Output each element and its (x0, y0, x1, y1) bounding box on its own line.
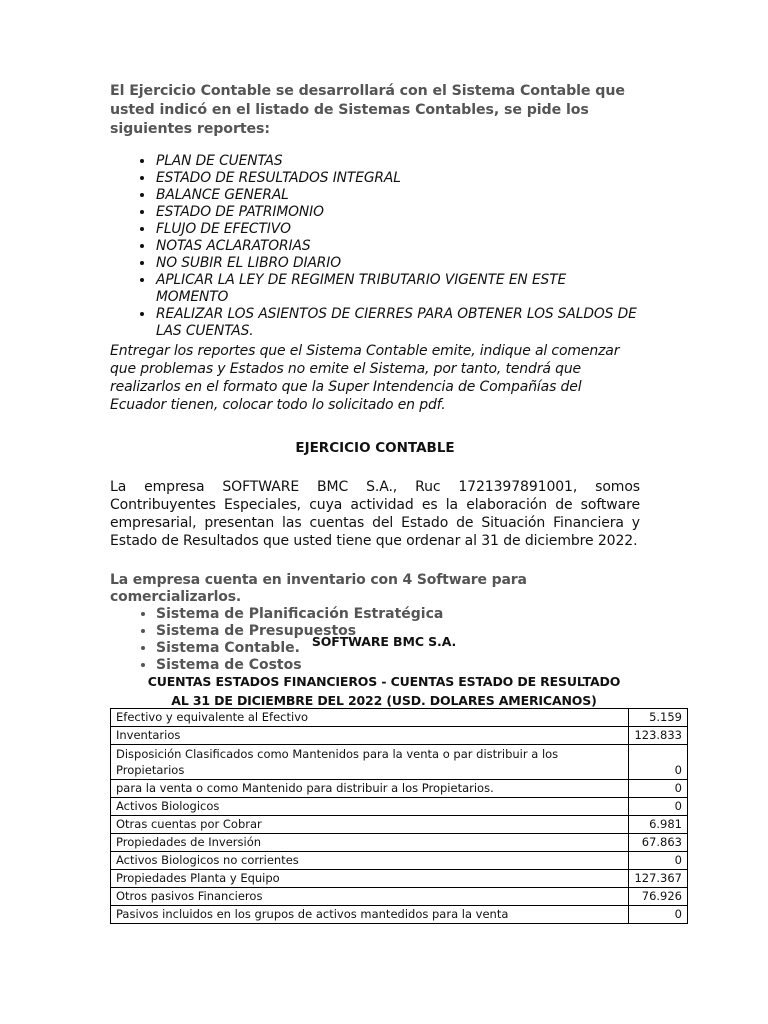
product-item: • Sistema Contable. (156, 640, 640, 657)
table-row (111, 780, 688, 798)
table-row (111, 870, 688, 888)
account-name: Activos Biologicos no corrientes (111, 852, 629, 870)
account-name: Otras cuentas por Cobrar (111, 816, 629, 834)
table-row (111, 888, 688, 906)
account-value: 76.926 (629, 888, 688, 906)
account-value: 5.159 (629, 709, 688, 727)
report-item: • BALANCE GENERAL (155, 187, 640, 204)
table-row (111, 709, 688, 727)
table-row (111, 745, 688, 780)
table-row (111, 852, 688, 870)
statement-title (0, 672, 768, 710)
account-name: Otros pasivos Financieros (111, 888, 629, 906)
account-name: Pasivos incluidos en los grupos de activos mantedidos para la venta (111, 906, 629, 924)
account-value: 67.863 (629, 834, 688, 852)
report-item: • FLUJO DE EFECTIVO (155, 221, 640, 238)
account-value: 6.981 (629, 816, 688, 834)
table-row (111, 906, 688, 924)
account-value: 127.367 (629, 870, 688, 888)
account-name: para la venta o como Mantenido para distribuir a los Propietarios. (111, 780, 629, 798)
account-value: 0 (629, 852, 688, 870)
account-value: 123.833 (629, 727, 688, 745)
intro-paragraph: El Ejercicio Contable se desarrollará con el Sistema Contable que usted indicó en el listado de Sistemas Contables, se pide los siguientes reportes: (110, 83, 625, 137)
account-value: 0 (629, 798, 688, 816)
account-name: Disposición Clasificados como Mantenidos para la venta o par distribuir a los Propietarios (111, 745, 629, 780)
report-item: • ESTADO DE PATRIMONIO (155, 204, 640, 221)
table-row (111, 834, 688, 852)
account-value: 0 (629, 745, 688, 780)
statement-title-line-1: CUENTAS ESTADOS FINANCIEROS - CUENTAS ESTADO DE RESULTADO (147, 674, 621, 689)
report-item: • NO SUBIR EL LIBRO DIARIO (155, 255, 640, 272)
product-item: • Sistema de Presupuestos (156, 623, 640, 640)
delivery-note: Entregar los reportes que el Sistema Contable emite, indique al comenzar que problemas y Estados no emite el Sistema, por tanto, tendrá que realizarlos en el formato que la Super Intendencia de Compañías del Ecuador tienen, colocar todo lo solicitado en pdf. (110, 343, 620, 413)
report-item: • APLICAR LA LEY DE REGIMEN TRIBUTARIO VIGENTE EN ESTE MOMENTO (155, 272, 640, 306)
reports-list (110, 153, 640, 340)
account-name: Activos Biologicos (111, 798, 629, 816)
report-item: • ESTADO DE RESULTADOS INTEGRAL (155, 170, 640, 187)
account-name: Inventarios (111, 727, 629, 745)
table-row (111, 798, 688, 816)
account-name: Propiedades Planta y Equipo (111, 870, 629, 888)
company-name-heading: SOFTWARE BMC S.A. (311, 634, 457, 649)
report-item: • PLAN DE CUENTAS (155, 153, 640, 170)
table-row (111, 816, 688, 834)
accounts-table (110, 708, 688, 924)
document-body (110, 82, 640, 674)
account-value: 0 (629, 780, 688, 798)
inventory-intro: La empresa cuenta en inventario con 4 Software para comercializarlos. (110, 572, 527, 605)
report-item: • REALIZAR LOS ASIENTOS DE CIERRES PARA OBTENER LOS SALDOS DE LAS CUENTAS. (155, 306, 640, 340)
product-item: • Sistema de Planificación Estratégica (156, 606, 640, 623)
table-row (111, 727, 688, 745)
account-value: 0 (629, 906, 688, 924)
statement-title-line-2: AL 31 DE DICIEMBRE DEL 2022 (USD. DOLARES AMERICANOS) (171, 693, 597, 708)
account-name: Propiedades de Inversión (111, 834, 629, 852)
exercise-title: EJERCICIO CONTABLE (295, 440, 455, 456)
product-item: • Sistema de Costos (156, 657, 640, 674)
report-item: • NOTAS ACLARATORIAS (155, 238, 640, 255)
company-paragraph: La empresa SOFTWARE BMC S.A., Ruc 1721397891001, somos Contribuyentes Especiales, cuya actividad es la elaboración de software empresarial, presentan las cuentas del Estado de Situación Financiera y Estado de Resultados que usted tiene que ordenar al 31 de diciembre 2022. (110, 479, 640, 549)
account-name: Efectivo y equivalente al Efectivo (111, 709, 629, 727)
